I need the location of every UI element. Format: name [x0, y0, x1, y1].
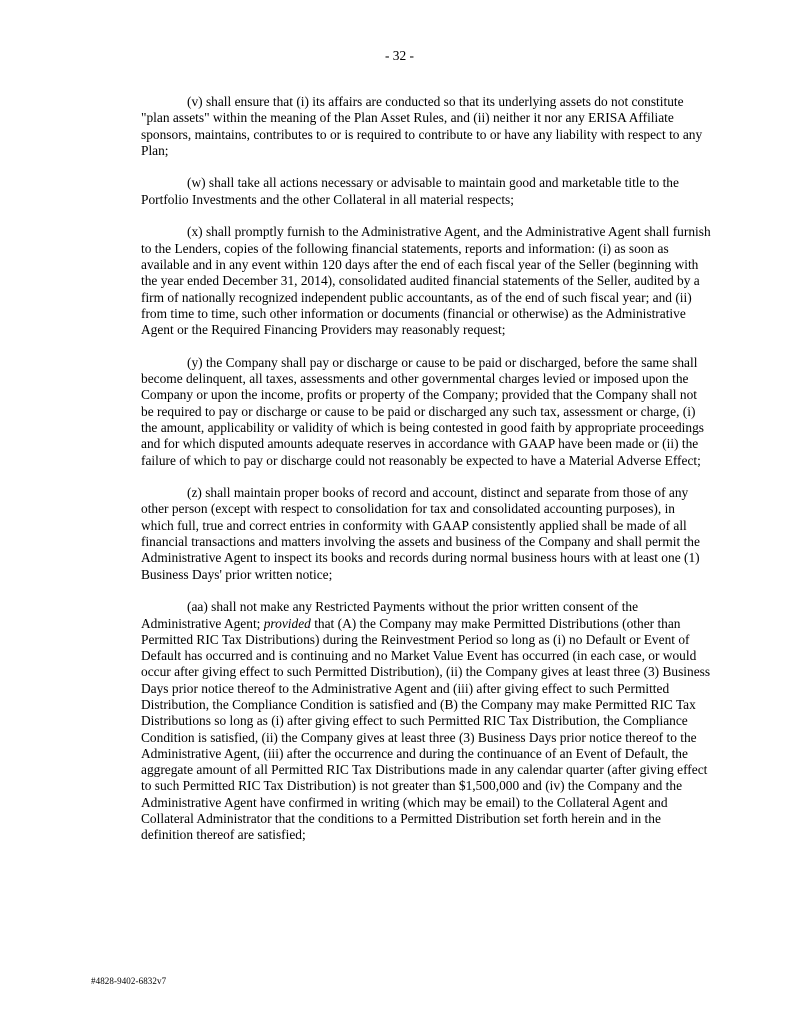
paragraph-w: (w) shall take all actions necessary or advisable to maintain good and marketable title to the Portfolio Investments and the other Collateral in all material respects;	[141, 175, 679, 207]
paragraph-aa-rest: that (A) the Company may make Permitted Distributions (other than Permitted RIC Tax Distributions) during the Reinvestment Period so long as (i) no Default or Event of Default has occurred and is continuing and no Market Value Event has occurred (in each case, or would occur after giving effect to such Permitted Distribution), (ii) the Company gives at least three (3) Business Days prior notice thereof to the Administrative Agent and (iii) after giving effect to such Permitted Distribution, the Compliance Condition is satisfied and (B) the Company may make Permitted RIC Tax Distributions so long as (i) after giving effect to such Permitted RIC Tax Distribution, the Compliance Condition is satisfied, (ii) the Company gives at least three (3) Business Days prior notice thereof to the Administrative Agent, (iii) after the occurrence and during the continuance of an Event of Default, the aggregate amount of all Permitted RIC Tax Distributions made in any calendar quarter (after giving effect to such Permitted RIC Tax Distribution) is not greater than $1,500,000 and (iv) the Company and the Administrative Agent have confirmed in writing (which may be email) to the Collateral Agent and Collateral Administrator that the conditions to a Permitted Distribution set forth herein and in the definition thereof are satisfied;	[141, 615, 711, 843]
paragraph-x: (x) shall promptly furnish to the Administrative Agent, and the Administrative Agent shall furnish to the Lenders, copies of the following financial statements, reports and information: (i) as soon as available and in any event within 120 days after the end of each fiscal year of the Seller (beginning with the year ended December 31, 2014), consolidated audited financial statements of the Seller, audited by a firm of nationally recognized independent public accountants, as of the end of such fiscal year; and (ii) from time to time, such other information or documents (financial or otherwise) as the Administrative Agent or the Required Financing Providers may reasonably request;	[141, 224, 711, 338]
paragraph-aa	[141, 599, 711, 843]
provided-term: provided	[263, 615, 311, 631]
page-number: - 32 -	[384, 48, 414, 63]
document-id: #4828-9402-6832v7	[91, 976, 167, 986]
document-body	[141, 94, 711, 860]
paragraph-y: (y) the Company shall pay or discharge or cause to be paid or discharged, before the same shall become delinquent, all taxes, assessments and other governmental charges levied or imposed upon the Company or upon the income, profits or property of the Company; provided that the Company shall not be required to pay or discharge or cause to be paid or discharged any such tax, assessment or charge, (i) the amount, applicability or validity of which is being contested in good faith by appropriate proceedings and for which disputed amounts adequate reserves in accordance with GAAP have been made or (ii) the failure of which to pay or discharge could not reasonably be expected to have a Material Adverse Effect;	[141, 354, 705, 468]
paragraph-z: (z) shall maintain proper books of record and account, distinct and separate from those of any other person (except with respect to consolidation for tax and consolidated accounting purposes), in which full, true and correct entries in conformity with GAAP consistently applied shall be made of all financial transactions and matters involving the assets and business of the Company and shall permit the Administrative Agent to inspect its books and records during normal business hours with at least one (1) Business Days' prior written notice;	[141, 485, 700, 582]
paragraph-aa-lead: (aa) shall not make any Restricted Payments without the prior written consent of the Administrative Agent;	[141, 599, 639, 631]
paragraph-v: (v) shall ensure that (i) its affairs are conducted so that its underlying assets do not constitute "plan assets" within the meaning of the Plan Asset Rules, and (ii) neither it nor any ERISA Affiliate sponsors, maintains, contributes to or is required to contribute to or have any liability with respect to any Plan;	[141, 94, 703, 158]
